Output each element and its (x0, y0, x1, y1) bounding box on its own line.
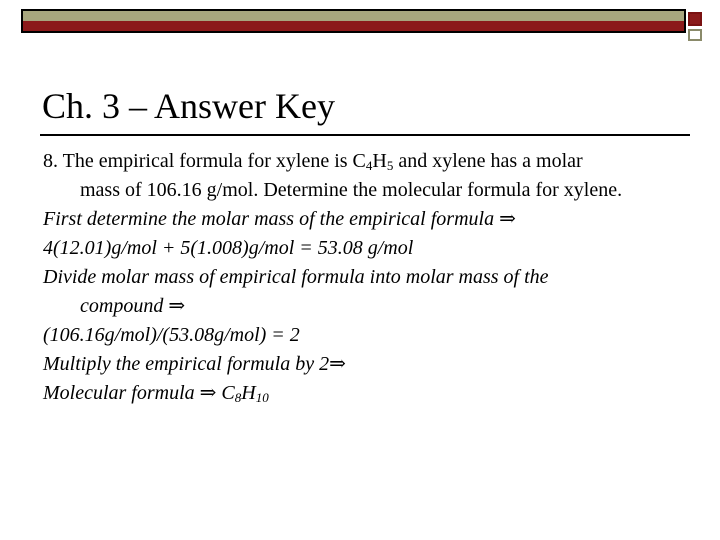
text-segment: and xylene has a molar (393, 150, 583, 172)
text-segment: H (372, 150, 387, 172)
slide-title: Ch. 3 – Answer Key (42, 86, 335, 126)
subscript: 4 (365, 158, 373, 173)
corner-square-filled (688, 12, 702, 26)
text-segment: Molecular formula ⇒ C (43, 382, 235, 404)
text-segment: 8. The empirical formula for xylene is C (43, 150, 366, 172)
slide-body (43, 147, 703, 408)
final-answer (43, 379, 703, 408)
title-underline (40, 134, 690, 136)
corner-square-outline (688, 29, 702, 41)
step-3-instruction: Multiply the empirical formula by 2⇒ (43, 353, 346, 375)
step-2-calculation: (106.16g/mol)/(53.08g/mol) = 2 (43, 324, 300, 346)
subscript: 5 (386, 158, 394, 173)
step-1-calculation: 4(12.01)g/mol + 5(1.008)g/mol = 53.08 g/mol (43, 237, 414, 259)
subscript: 10 (255, 390, 269, 405)
step-1-instruction: First determine the molar mass of the empirical formula ⇒ (43, 208, 516, 230)
text-segment: H (241, 382, 256, 404)
step-2-instruction-line-2: compound ⇒ (80, 295, 186, 317)
header-bar (21, 9, 686, 33)
subscript: 8 (234, 390, 242, 405)
step-2-instruction-line-1: Divide molar mass of empirical formula into molar mass of the (43, 266, 549, 288)
problem-statement-line-2: mass of 106.16 g/mol. Determine the molecular formula for xylene. (80, 179, 623, 201)
problem-statement-line-1 (43, 147, 703, 176)
